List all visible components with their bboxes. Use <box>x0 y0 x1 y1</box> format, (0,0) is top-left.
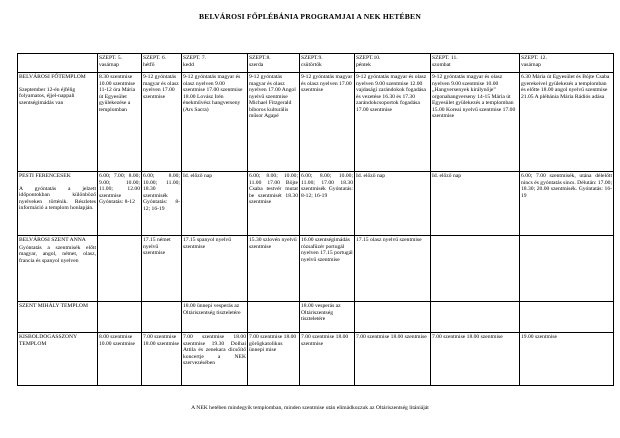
day-weekday: szombat <box>432 61 451 68</box>
day-header <box>182 54 248 73</box>
schedule-cell: 18.00 vesperás az Oltáriszentség tiszteletére <box>300 302 355 333</box>
schedule-cell: 9-12 gyóntatás magyar és olasz nyelven 9.00 szentmise 10.00 „Hangversenyek királynője” orgonahangverseny 14-15 Mária út Egyesület gyülekezés a templomban 15.00 Koreai nyelvű szentmise 17.00 szentmise <box>431 73 520 172</box>
church-cell <box>18 73 98 172</box>
day-date: SZEPT. 7. <box>183 55 207 61</box>
church-name: BELVÁROSI FŐTEMPLOM <box>19 74 86 80</box>
day-date: SZEPT. 11. <box>432 55 458 61</box>
schedule-cell: Id. előző nap <box>355 172 431 236</box>
program-table <box>17 53 614 386</box>
day-header <box>98 54 142 73</box>
day-header <box>248 54 300 73</box>
schedule-cell: 18.00 ünnepi vesperás az Oltáriszentség tiszteletére <box>182 302 248 333</box>
day-date: SZEPT. 5. <box>99 55 123 61</box>
schedule-cell: 9-12 gyóntatás magyar és olasz nyelven 17.00 szentmise <box>300 73 355 172</box>
day-weekday: kedd <box>183 61 194 68</box>
schedule-cell: 17.15 spanyol nyelvű szentmise <box>182 236 248 302</box>
schedule-cell: 7.00 szentmise 18.00 szentmise 19.30 Dolhai Attila és zenekara dicsőítő koncertje a NEK szervezésében <box>182 333 248 386</box>
day-date: SZEPT. 6. <box>143 55 167 61</box>
day-weekday: hétfő <box>143 61 155 68</box>
day-header <box>520 54 614 73</box>
day-weekday: péntek <box>356 61 371 68</box>
table-row <box>18 302 614 333</box>
church-note: A gyóntatás a jelzett időpontokban különböző nyelveken történik. Részletes információ a templom honlapján. <box>19 185 96 212</box>
page-title: BELVÁROSI FŐPLÉBÁNIA PROGRAMJAI A NEK HETÉBEN <box>198 12 422 21</box>
schedule-cell: 19.00 szentmise <box>520 333 614 386</box>
day-date: SZEPT. 12. <box>521 55 547 61</box>
schedule-cell: 7.00 szentmise 18.00 szentmise <box>431 333 520 386</box>
church-cell <box>18 302 98 333</box>
church-cell <box>18 172 98 236</box>
schedule-cell <box>520 302 614 333</box>
table-row <box>18 236 614 302</box>
schedule-cell: 7.00 szentmise 18.00 szentmise <box>300 333 355 386</box>
schedule-cell: 7.00 szentmise 18.00 görögkatolikus ünnepi mise <box>248 333 300 386</box>
day-header <box>355 54 431 73</box>
schedule-cell: 6.00; 7.00; 8.00; 9.00; 10.00; 11.00; 12.00 szentmise Gyóntatás: 8-12 <box>98 172 142 236</box>
schedule-cell: 8.30 szentmise 10.00 szentmise 11-12 óra Mária út Egyesület gyülekezése a templomban <box>98 73 142 172</box>
day-header <box>142 54 182 73</box>
schedule-cell <box>142 302 182 333</box>
schedule-cell: 15.30 szlovén nyelvű szentmise <box>248 236 300 302</box>
day-weekday: szerda <box>249 61 264 68</box>
schedule-cell: 6.00; 8.00; 10.00; 11.00; 17.00 18.30 szentmisék Gyóntatás: 8-12; 16-19 <box>300 172 355 236</box>
table-row <box>18 172 614 236</box>
church-name: PESTI FERENCESEK <box>19 173 71 179</box>
schedule-cell: 17.15 olasz nyelvű szentmise <box>355 236 431 302</box>
day-date: SZEPT.8. <box>249 55 271 61</box>
schedule-cell <box>98 236 142 302</box>
day-header <box>431 54 520 73</box>
schedule-cell <box>98 302 142 333</box>
day-date: SZEPT.10. <box>356 55 381 61</box>
church-note: Gyóntatás a szentmisék előtt magyar, angol, német, olasz, francia és spanyol nyelven <box>19 244 96 264</box>
schedule-cell: 9-12 gyóntatás magyar és olasz nyelven 17.00 szentmise <box>142 73 182 172</box>
church-cell <box>18 333 98 386</box>
day-header <box>300 54 355 73</box>
schedule-cell: 6.00; 8.00; 10.00; 11.00; 18.30 szentmisék Gyóntatás: 8-12; 16-19 <box>142 172 182 236</box>
schedule-cell: Id. előző nap <box>431 172 520 236</box>
schedule-cell: 9-12 gyóntatás magyar és olasz nyelven 17.00 Angol nyelvű szentmise Michael Fitzgerald bíboros kulturális műsor Agapé <box>248 73 300 172</box>
schedule-cell: 16.00 szentségimádás rózsafüzér portugál nyelven 17.15 portugál nyelvű szentmise <box>300 236 355 302</box>
table-row <box>18 333 614 386</box>
day-weekday: csütörtök <box>301 61 322 68</box>
schedule-cell <box>248 302 300 333</box>
schedule-cell: 7.00 szentmise 18.00 szentmise <box>355 333 431 386</box>
schedule-cell <box>520 236 614 302</box>
header-row <box>18 54 614 73</box>
schedule-cell <box>431 236 520 302</box>
schedule-cell: 17.15 német nyelvű szentmise <box>142 236 182 302</box>
header-blank <box>18 54 98 73</box>
schedule-cell: Id. előző nap <box>182 172 248 236</box>
church-cell <box>18 236 98 302</box>
schedule-cell: 8.00 szentmise 10.00 szentmise <box>98 333 142 386</box>
schedule-cell: 9-12 gyóntatás magyar és olasz nyelven 9.00 szentmise 17.00 szentmise 18.00 Lovász Irén énekművész hangverseny (Ars Sacra) <box>182 73 248 172</box>
schedule-cell: 7.00 szentmise 18.00 szentmise <box>142 333 182 386</box>
schedule-cell <box>431 302 520 333</box>
schedule-cell <box>355 302 431 333</box>
church-note: Szeptember 12-én éjfélig folyamatos, éjjel-nappali szentségimádás van <box>19 86 76 106</box>
church-name: SZENT MIHÁLY TEMPLOM <box>19 303 88 309</box>
table-row <box>18 73 614 172</box>
schedule-cell: 9-12 gyóntatás magyar és olasz nyelven 9.00 szentmise 12.00 vajdasági zarándokok fogadása és vezetése 16.30 és 17.30 zarándokcsoportok fogadása 17.00 szentmise <box>355 73 431 172</box>
church-name: BELVÁROSI SZENT ANNA <box>19 237 86 243</box>
schedule-cell: 6.30 Mária út Egyesület és Bójte Csaba gyerekeivel gyülekezés a templomban és előtte 18.00 angol nyelvű szentmise 21.05 A plébánia Mária Rádiós adása <box>520 73 614 172</box>
day-weekday: vasárnap <box>521 61 541 68</box>
schedule-cell: 6.00; 7.00 szentmisék, utána délelőtt nincs és gyóntatás sincs. Délután: 17.00; 18.30; 20.00 szentmisék. Gyóntatás: 16-19 <box>520 172 614 236</box>
church-name: KISBOLDOGASSZONY TEMPLOM <box>19 334 77 347</box>
footer-note: A NEK hetében mindegyik templomban, minden szentmise után elimádkozzuk az Oltáriszentség litániáját <box>191 405 429 411</box>
day-weekday: vasárnap <box>99 61 119 68</box>
schedule-cell: 6.00; 8.00; 10.00; 11.00 17.00 Böjte Csaba testvér mutat be szentmisét 18.30 szentmise <box>248 172 300 236</box>
day-date: SZEPT.9. <box>301 55 323 61</box>
